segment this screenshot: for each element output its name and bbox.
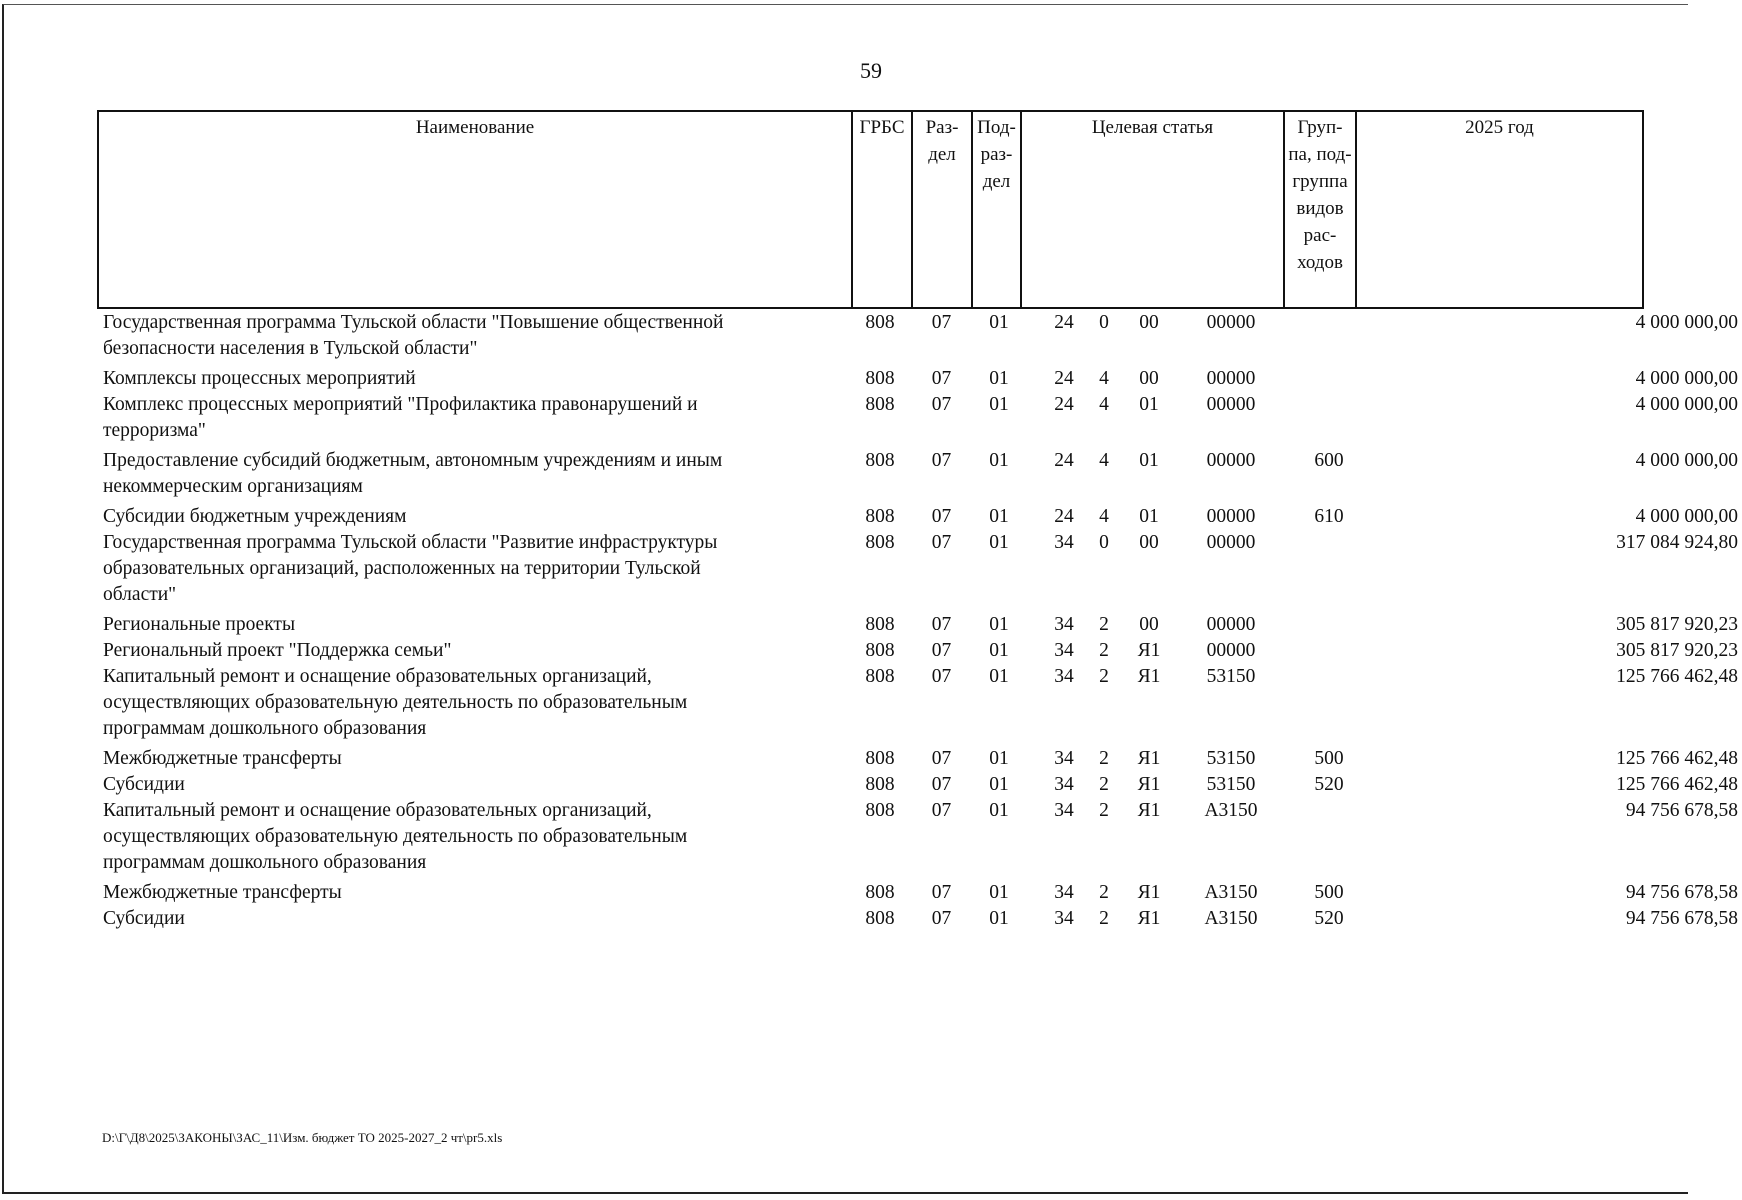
table-row bbox=[97, 798, 1738, 876]
row-target-direction: 00 bbox=[1139, 368, 1159, 389]
header-year: 2025 год bbox=[1355, 112, 1642, 307]
row-name: Государственная программа Тульской области "Повышение общественной безопасности населения в Тульской области" bbox=[103, 312, 724, 359]
row-sum: 94 756 678,58 bbox=[1625, 908, 1738, 929]
row-target-program: 34 bbox=[1054, 882, 1074, 903]
header-group: Груп- па, под- группа видов рас- ходов bbox=[1283, 112, 1355, 307]
row-target-type: 0 bbox=[1099, 312, 1109, 333]
row-target-type: 2 bbox=[1099, 614, 1109, 635]
row-target-program: 34 bbox=[1054, 800, 1074, 821]
row-grbs: 808 bbox=[865, 506, 895, 527]
row-razdel: 07 bbox=[931, 532, 952, 553]
table-row bbox=[97, 530, 1738, 608]
row-target-code: 00000 bbox=[1206, 614, 1256, 635]
header-grbs: ГРБС bbox=[851, 112, 911, 307]
row-target-program: 24 bbox=[1054, 368, 1074, 389]
row-target-direction: 01 bbox=[1139, 506, 1159, 527]
row-sum: 4 000 000,00 bbox=[1635, 312, 1738, 333]
row-sum: 94 756 678,58 bbox=[1625, 882, 1738, 903]
table-row bbox=[97, 746, 1738, 772]
row-podrazdel: 01 bbox=[989, 614, 1009, 635]
row-name: Субсидии bbox=[103, 908, 185, 929]
header-podrazdel: Под- раз- дел bbox=[971, 112, 1020, 307]
row-target-program: 24 bbox=[1054, 394, 1074, 415]
row-target-program: 34 bbox=[1054, 614, 1074, 635]
row-name: Региональный проект "Поддержка семьи" bbox=[103, 640, 452, 661]
row-name: Межбюджетные трансферты bbox=[103, 748, 342, 769]
table-row bbox=[97, 366, 1738, 392]
row-grbs: 808 bbox=[865, 666, 895, 687]
row-podrazdel: 01 bbox=[989, 908, 1009, 929]
row-name: Государственная программа Тульской области "Развитие инфраструктуры образовательных организаций, расположенных на территории Тульской области" bbox=[103, 532, 718, 605]
row-target-direction: 01 bbox=[1139, 394, 1159, 415]
table-row bbox=[97, 906, 1738, 932]
row-target-program: 34 bbox=[1054, 640, 1074, 661]
table-row bbox=[97, 772, 1738, 798]
row-target-code: 00000 bbox=[1206, 506, 1256, 527]
row-target-code: А3150 bbox=[1204, 882, 1258, 903]
row-sum: 94 756 678,58 bbox=[1625, 800, 1738, 821]
row-podrazdel: 01 bbox=[989, 312, 1009, 333]
row-target-type: 2 bbox=[1099, 908, 1109, 929]
row-target-type: 0 bbox=[1099, 532, 1109, 553]
row-group: 600 bbox=[1314, 450, 1344, 471]
row-razdel: 07 bbox=[931, 666, 952, 687]
table-header bbox=[97, 110, 1644, 309]
table-row bbox=[97, 612, 1738, 638]
row-sum: 317 084 924,80 bbox=[1616, 532, 1738, 553]
row-target-type: 2 bbox=[1099, 640, 1109, 661]
table-body bbox=[97, 310, 1738, 932]
row-target-direction: 01 bbox=[1139, 450, 1159, 471]
row-podrazdel: 01 bbox=[989, 882, 1009, 903]
row-podrazdel: 01 bbox=[989, 394, 1009, 415]
row-target-program: 24 bbox=[1054, 450, 1074, 471]
row-target-direction: Я1 bbox=[1137, 774, 1161, 795]
row-target-type: 2 bbox=[1099, 666, 1109, 687]
table-row bbox=[97, 448, 1738, 500]
row-podrazdel: 01 bbox=[989, 748, 1009, 769]
row-razdel: 07 bbox=[931, 800, 952, 821]
row-razdel: 07 bbox=[931, 506, 952, 527]
table-row bbox=[97, 310, 1738, 362]
row-podrazdel: 01 bbox=[989, 532, 1009, 553]
row-group: 520 bbox=[1314, 908, 1344, 929]
row-target-direction: 00 bbox=[1139, 312, 1159, 333]
row-target-code: А3150 bbox=[1204, 800, 1258, 821]
row-target-code: 00000 bbox=[1206, 394, 1256, 415]
row-razdel: 07 bbox=[931, 882, 952, 903]
row-grbs: 808 bbox=[865, 614, 895, 635]
row-podrazdel: 01 bbox=[989, 640, 1009, 661]
row-target-code: 53150 bbox=[1206, 666, 1256, 687]
row-target-type: 2 bbox=[1099, 748, 1109, 769]
row-grbs: 808 bbox=[865, 748, 895, 769]
row-name: Комплексы процессных мероприятий bbox=[103, 368, 416, 389]
row-podrazdel: 01 bbox=[989, 506, 1009, 527]
row-name: Комплекс процессных мероприятий "Профилактика правонарушений и терроризма" bbox=[103, 394, 698, 441]
row-razdel: 07 bbox=[931, 312, 952, 333]
row-sum: 4 000 000,00 bbox=[1635, 506, 1738, 527]
row-sum: 4 000 000,00 bbox=[1635, 450, 1738, 471]
row-razdel: 07 bbox=[931, 640, 952, 661]
header-name: Наименование bbox=[415, 117, 535, 138]
row-razdel: 07 bbox=[931, 394, 952, 415]
row-podrazdel: 01 bbox=[989, 774, 1009, 795]
row-grbs: 808 bbox=[865, 800, 895, 821]
row-target-code: А3150 bbox=[1204, 908, 1258, 929]
row-grbs: 808 bbox=[865, 450, 895, 471]
row-target-direction: Я1 bbox=[1137, 640, 1161, 661]
row-razdel: 07 bbox=[931, 748, 952, 769]
row-grbs: 808 bbox=[865, 532, 895, 553]
row-target-type: 4 bbox=[1099, 394, 1109, 415]
row-target-type: 4 bbox=[1099, 506, 1109, 527]
page-number: 59 bbox=[860, 58, 882, 83]
row-sum: 305 817 920,23 bbox=[1616, 640, 1738, 661]
row-target-code: 00000 bbox=[1206, 312, 1256, 333]
row-sum: 4 000 000,00 bbox=[1635, 394, 1738, 415]
row-razdel: 07 bbox=[931, 774, 952, 795]
table-row bbox=[97, 504, 1738, 530]
row-sum: 125 766 462,48 bbox=[1616, 748, 1738, 769]
row-target-program: 24 bbox=[1054, 506, 1074, 527]
row-sum: 4 000 000,00 bbox=[1635, 368, 1738, 389]
row-razdel: 07 bbox=[931, 614, 952, 635]
row-grbs: 808 bbox=[865, 394, 895, 415]
row-target-direction: 00 bbox=[1139, 532, 1159, 553]
row-podrazdel: 01 bbox=[989, 800, 1009, 821]
header-razdel: Раз- дел bbox=[911, 112, 971, 307]
row-target-program: 34 bbox=[1054, 532, 1074, 553]
row-razdel: 07 bbox=[931, 908, 952, 929]
row-name: Капитальный ремонт и оснащение образовательных организаций, осуществляющих образовательную деятельность по образовательным программам дошкольного образования bbox=[103, 800, 688, 873]
row-grbs: 808 bbox=[865, 908, 895, 929]
row-podrazdel: 01 bbox=[989, 450, 1009, 471]
row-target-code: 53150 bbox=[1206, 748, 1256, 769]
row-razdel: 07 bbox=[931, 450, 952, 471]
row-podrazdel: 01 bbox=[989, 368, 1009, 389]
row-group: 520 bbox=[1314, 774, 1344, 795]
table-row bbox=[97, 880, 1738, 906]
row-sum: 125 766 462,48 bbox=[1616, 666, 1738, 687]
row-target-program: 24 bbox=[1054, 312, 1074, 333]
row-target-direction: 00 bbox=[1139, 614, 1159, 635]
row-name: Региональные проекты bbox=[103, 614, 296, 635]
row-target-code: 00000 bbox=[1206, 450, 1256, 471]
row-target-code: 00000 bbox=[1206, 368, 1256, 389]
row-target-code: 00000 bbox=[1206, 640, 1256, 661]
row-target-program: 34 bbox=[1054, 748, 1074, 769]
row-target-type: 2 bbox=[1099, 774, 1109, 795]
row-sum: 305 817 920,23 bbox=[1616, 614, 1738, 635]
row-target-code: 53150 bbox=[1206, 774, 1256, 795]
row-name: Субсидии бюджетным учреждениям bbox=[103, 506, 407, 527]
row-group: 500 bbox=[1314, 882, 1344, 903]
row-grbs: 808 bbox=[865, 312, 895, 333]
row-target-type: 2 bbox=[1099, 882, 1109, 903]
row-target-direction: Я1 bbox=[1137, 908, 1161, 929]
row-name: Капитальный ремонт и оснащение образовательных организаций, осуществляющих образовательную деятельность по образовательным программам дошкольного образования bbox=[103, 666, 688, 739]
row-target-code: 00000 bbox=[1206, 532, 1256, 553]
row-target-direction: Я1 bbox=[1137, 666, 1161, 687]
row-grbs: 808 bbox=[865, 882, 895, 903]
row-target-direction: Я1 bbox=[1137, 748, 1161, 769]
table-row bbox=[97, 664, 1738, 742]
row-target-type: 4 bbox=[1099, 368, 1109, 389]
row-podrazdel: 01 bbox=[989, 666, 1009, 687]
row-name: Межбюджетные трансферты bbox=[103, 882, 342, 903]
row-target-direction: Я1 bbox=[1137, 800, 1161, 821]
row-target-direction: Я1 bbox=[1137, 882, 1161, 903]
row-grbs: 808 bbox=[865, 368, 895, 389]
row-grbs: 808 bbox=[865, 774, 895, 795]
row-group: 610 bbox=[1314, 506, 1344, 527]
row-grbs: 808 bbox=[865, 640, 895, 661]
row-target-type: 4 bbox=[1099, 450, 1109, 471]
header-target: Целевая статья bbox=[1020, 112, 1283, 307]
footer-file-path: D:\Г\Д8\2025\ЗАКОНЫ\ЗАС_11\Изм. бюджет ТО 2025-2027_2 чт\pr5.xls bbox=[102, 1130, 503, 1145]
table-row bbox=[97, 392, 1738, 444]
row-name: Субсидии bbox=[103, 774, 185, 795]
row-target-program: 34 bbox=[1054, 908, 1074, 929]
row-target-program: 34 bbox=[1054, 666, 1074, 687]
row-razdel: 07 bbox=[931, 368, 952, 389]
row-target-type: 2 bbox=[1099, 800, 1109, 821]
row-target-program: 34 bbox=[1054, 774, 1074, 795]
row-sum: 125 766 462,48 bbox=[1616, 774, 1738, 795]
row-group: 500 bbox=[1314, 748, 1344, 769]
table-row bbox=[97, 638, 1738, 664]
row-name: Предоставление субсидий бюджетным, автономным учреждениям и иным некоммерческим организациям bbox=[103, 450, 723, 497]
